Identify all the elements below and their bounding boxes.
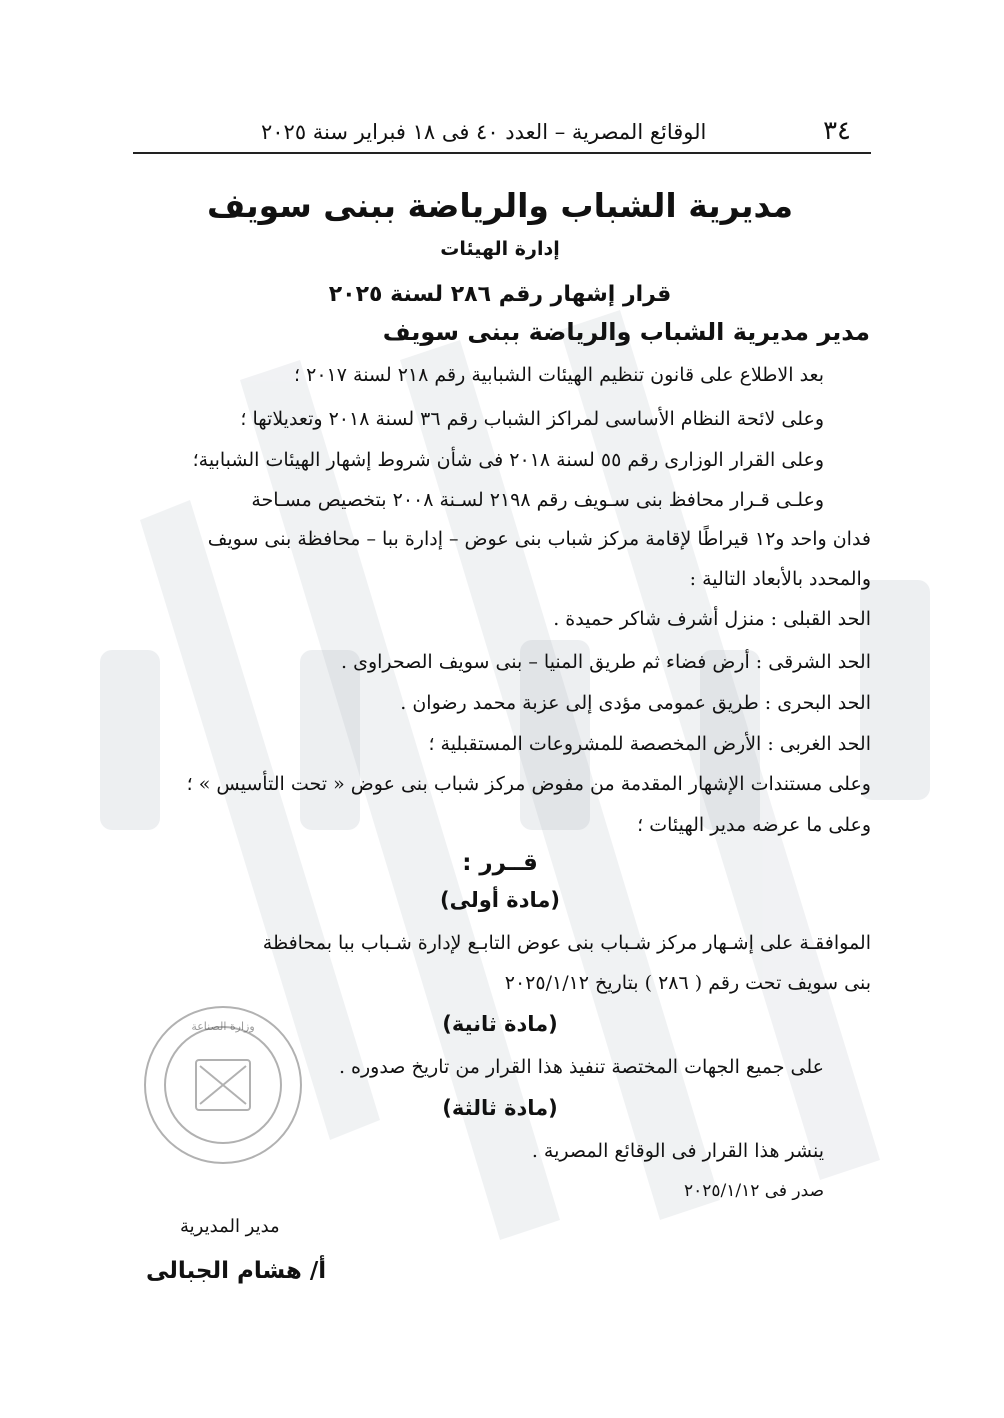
seal-text: وزارة الصناعة: [191, 1020, 255, 1033]
boundary-line: الحد القبلى : منزل أشرف شاكر حميدة .: [553, 608, 871, 630]
preamble-line: وعلى مستندات الإشهار المقدمة من مفوض مركز شباب بنى عوض « تحت التأسيس » ؛: [186, 773, 871, 795]
official-seal-icon: [138, 1000, 308, 1170]
article-line: ينشر هذا القرار فى الوقائع المصرية .: [531, 1140, 824, 1162]
page-number: ٣٤: [823, 116, 851, 146]
preamble-line: وعلى ما عرضه مدير الهيئات ؛: [637, 814, 871, 836]
preamble-line: بعد الاطلاع على قانون تنظيم الهيئات الشبابية رقم ٢١٨ لسنة ٢٠١٧ ؛: [294, 364, 824, 386]
article-title: (مادة ثانية): [442, 1012, 558, 1036]
preamble-line: وعلى القرار الوزارى رقم ٥٥ لسنة ٢٠١٨ فى شأن شروط إشهار الهيئات الشبابية؛: [192, 449, 824, 471]
running-header: [133, 112, 871, 154]
issue-date: صدر فى ٢٠٢٥/١/١٢: [683, 1181, 824, 1201]
signature-role: مدير المديرية: [180, 1216, 280, 1237]
boundary-line: الحد الغربى : الأرض المخصصة للمشروعات المستقبلية ؛: [428, 733, 871, 755]
preamble-line: وعلى لائحة النظام الأساسى لمراكز الشباب رقم ٣٦ لسنة ٢٠١٨ وتعديلاتها ؛: [240, 408, 824, 430]
article-line: الموافقـة على إشـهار مركز شـباب بنى عوض التابـع لإدارة شـباب ببا بمحافظة: [262, 932, 871, 954]
preamble-line: وعلـى قـرار محافظ بنى سـويف رقم ٢١٩٨ لسـنة ٢٠٠٨ بتخصيص مسـاحة: [251, 489, 824, 511]
boundary-line: الحد البحرى : طريق عمومى مؤدى إلى عزبة محمد رضوان .: [400, 692, 871, 714]
issuer-heading: مدير مديرية الشباب والرياضة ببنى سويف: [382, 318, 870, 346]
document-title: مديرية الشباب والرياضة ببنى سويف: [206, 186, 794, 225]
signature-name: أ/ هشام الجبالى: [146, 1258, 327, 1284]
preamble-line: والمحدد بالأبعاد التالية :: [689, 568, 871, 590]
decree-heading: قــرر :: [462, 850, 538, 876]
preamble-line: فدان واحد و١٢ قيراطًا لإقامة مركز شباب بنى عوض – إدارة ببا – محافظة بنى سويف: [207, 528, 871, 550]
article-line: بنى سويف تحت رقم ( ٢٨٦ ) بتاريخ ٢٠٢٥/١/١٢: [504, 972, 871, 994]
decision-title: قرار إشهار رقم ٢٨٦ لسنة ٢٠٢٥: [328, 282, 672, 307]
publication-line: الوقائع المصرية – العدد ٤٠ فى ١٨ فبراير سنة ٢٠٢٥: [261, 120, 707, 144]
article-line: على جميع الجهات المختصة تنفيذ هذا القرار من تاريخ صدوره .: [338, 1056, 824, 1078]
boundary-line: الحد الشرقى : أرض فضاء ثم طريق المنيا – بنى سويف الصحراوى .: [341, 651, 871, 673]
article-title: (مادة ثالثة): [442, 1096, 558, 1120]
article-title: (مادة أولى): [440, 888, 560, 912]
department-name: إدارة الهيئات: [440, 238, 560, 260]
